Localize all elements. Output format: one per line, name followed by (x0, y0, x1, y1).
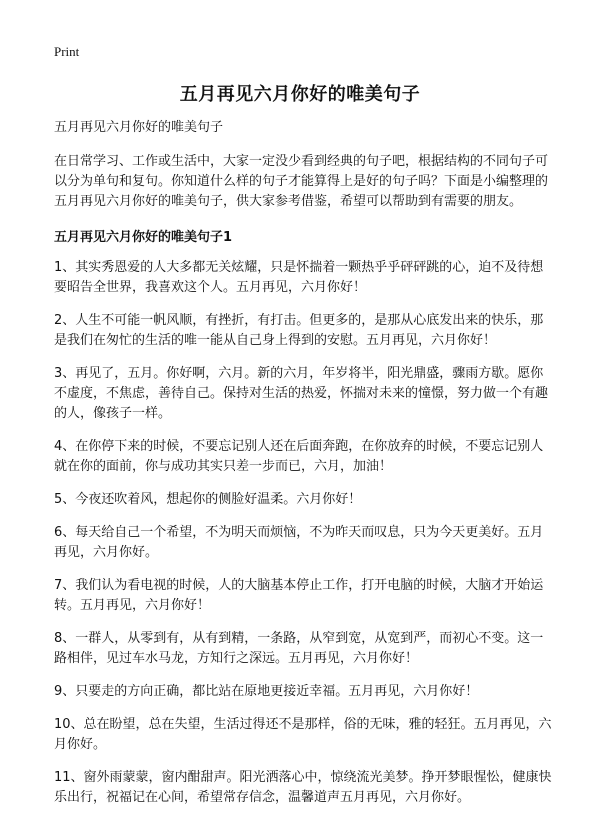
list-item: 1、其实秀恩爱的人大多都无关炫耀，只是怀揣着一颗热乎乎砰砰跳的心，迫不及待想要昭告全世界，我喜欢这个人。五月再见，六月你好！ (54, 260, 544, 295)
article-subtitle: 五月再见六月你好的唯美句子 (54, 120, 224, 135)
list-item: 7、我们认为看电视的时候，人的大脑基本停止工作，打开电脑的时候，大脑才开始运转。五月再见，六月你好！ (54, 578, 544, 613)
section-heading: 五月再见六月你好的唯美句子1 (54, 230, 233, 245)
list-item: 2、人生不可能一帆风顺，有挫折，有打击。但更多的，是那从心底发出来的快乐，那是我们在匆忙的生活的唯一能从自己身上得到的安慰。五月再见，六月你好！ (54, 313, 544, 348)
list-item: 6、每天给自己一个希望，不为明天而烦恼，不为昨天而叹息，只为今天更美好。五月再见，六月你好。 (54, 525, 544, 560)
list-item: 8、一群人，从零到有，从有到精，一条路，从窄到宽，从宽到严，而初心不变。这一路相伴，见过车水马龙，方知行之深远。五月再见，六月你好！ (54, 631, 544, 666)
list-item: 9、只要走的方向正确，都比站在原地更接近幸福。五月再见，六月你好！ (54, 684, 479, 699)
list-item: 3、再见了，五月。你好啊，六月。新的六月，年岁将半，阳光鼎盛，骤雨方歇。愿你不虚度，不焦虑，善待自己。保持对生活的热爱，怀揣对未来的憧憬，努力做一个有趣的人，像孩子一样。 (54, 366, 549, 421)
list-item: 11、窗外雨蒙蒙，窗内酣甜声。阳光洒落心中，惊绕流光美梦。挣开梦眼惺忪，健康快乐出行，祝福记在心间，希望常存信念，温馨道声五月再见，六月你好。 (54, 770, 552, 805)
sentence-list (54, 258, 552, 808)
list-item: 10、总在盼望，总在失望，生活过得还不是那样，俗的无味，雅的轻狂。五月再见，六月你好。 (54, 717, 552, 752)
list-item: 5、今夜还吹着风，想起你的侧脸好温柔。六月你好！ (54, 492, 362, 507)
page-title: 五月再见六月你好的唯美句子 (179, 84, 421, 105)
print-link[interactable]: Print (54, 44, 80, 59)
article-body (54, 118, 552, 821)
intro-paragraph: 在日常学习、工作或生活中，大家一定没少看到经典的句子吧，根据结构的不同句子可以分为单句和复句。你知道什么样的句子才能算得上是好的句子吗？下面是小编整理的五月再见六月你好的唯美句子，供大家参考借鉴，希望可以帮助到有需要的朋友。 (54, 154, 549, 209)
list-item: 4、在你停下来的时候，不要忘记别人还在后面奔跑，在你放弃的时候，不要忘记别人就在你的面前，你与成功其实只差一步而已，六月，加油！ (54, 439, 544, 474)
